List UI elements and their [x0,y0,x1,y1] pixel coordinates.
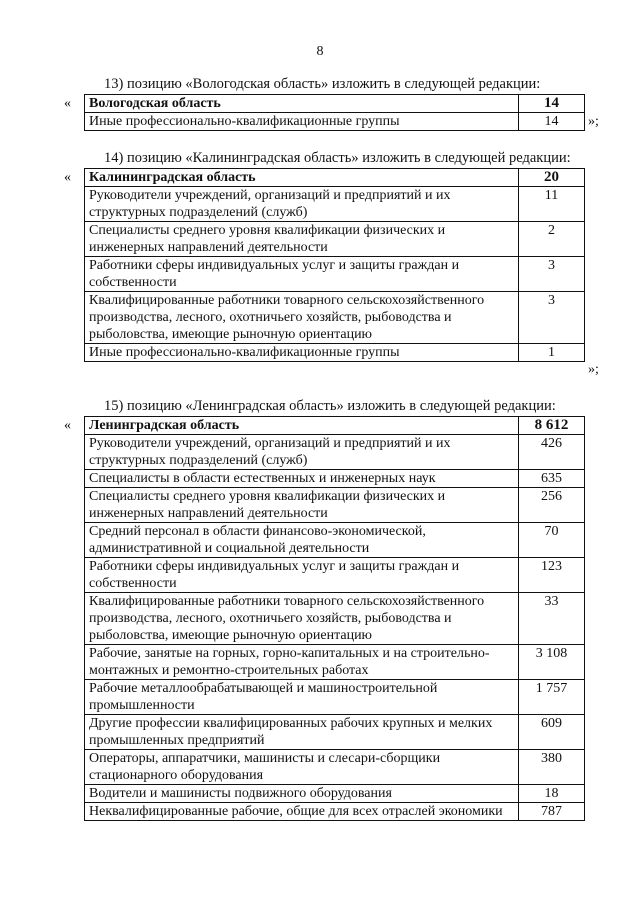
region-name: Ленинградская область [85,417,519,435]
row-label: Квалифицированные работники товарного сельскохозяйственного производства, лесного, охотничьего хозяйств, рыбоводства и рыболовства, имеющие рыночную ориентацию [85,593,519,645]
section-14-intro: 14) позицию «Калининградская область» изложить в следующей редакции: [104,150,571,166]
table-row [85,803,585,821]
row-value: 11 [519,187,585,222]
region-total: 14 [519,95,585,113]
row-value: 635 [519,470,585,488]
row-label: Операторы, аппаратчики, машинисты и слесари-сборщики стационарного оборудования [85,750,519,785]
row-label: Рабочие, занятые на горных, горно-капитальных и на строительно-монтажных и ремонтно-строительных работах [85,645,519,680]
row-value: 609 [519,715,585,750]
row-value: 33 [519,593,585,645]
row-label: Квалифицированные работники товарного сельскохозяйственного производства, лесного, охотничьего хозяйств, рыбоводства и рыболовства, имеющие рыночную ориентацию [85,292,519,344]
table-row [85,558,585,593]
row-label: Неквалифицированные рабочие, общие для всех отраслей экономики [85,803,519,821]
section-13-intro: 13) позицию «Вологодская область» изложить в следующей редакции: [104,76,541,92]
section-14-table [84,168,585,362]
row-value: 123 [519,558,585,593]
row-value: 1 [519,344,585,362]
section-14-close-quote: »; [588,362,599,377]
section-13-open-quote: « [64,96,71,111]
table-row [85,470,585,488]
table-header-row [85,95,585,113]
row-value: 1 757 [519,680,585,715]
row-label: Специалисты среднего уровня квалификации физических и инженерных направлений деятельности [85,222,519,257]
table-header-row [85,417,585,435]
row-label: Иные профессионально-квалификационные группы [85,113,519,131]
table-row [85,344,585,362]
region-total: 8 612 [519,417,585,435]
row-value: 256 [519,488,585,523]
region-name: Калининградская область [85,169,519,187]
row-value: 426 [519,435,585,470]
table-row [85,113,585,131]
row-value: 2 [519,222,585,257]
section-15-open-quote: « [64,418,71,433]
row-value: 18 [519,785,585,803]
table-row [85,593,585,645]
row-label: Средний персонал в области финансово-экономической, административной и социальной деятельности [85,523,519,558]
table-row [85,750,585,785]
table-row [85,257,585,292]
section-15-intro: 15) позицию «Ленинградская область» изложить в следующей редакции: [104,398,556,414]
row-label: Руководители учреждений, организаций и предприятий и их структурных подразделений (служб) [85,187,519,222]
row-label: Рабочие металлообрабатывающей и машиностроительной промышленности [85,680,519,715]
section-14-open-quote: « [64,170,71,185]
row-label: Другие профессии квалифицированных рабочих крупных и мелких промышленных предприятий [85,715,519,750]
region-name: Вологодская область [85,95,519,113]
section-15-table [84,416,585,821]
row-value: 3 [519,257,585,292]
row-value: 787 [519,803,585,821]
row-label: Специалисты среднего уровня квалификации физических и инженерных направлений деятельности [85,488,519,523]
row-label: Водители и машинисты подвижного оборудования [85,785,519,803]
table-header-row [85,169,585,187]
row-value: 14 [519,113,585,131]
table-row [85,645,585,680]
row-value: 3 108 [519,645,585,680]
table-row [85,435,585,470]
table-row [85,488,585,523]
table-row [85,785,585,803]
table-row [85,187,585,222]
region-total: 20 [519,169,585,187]
section-13-table [84,94,585,131]
section-13-close-quote: »; [588,114,599,129]
page-number: 8 [316,44,324,59]
row-label: Руководители учреждений, организаций и предприятий и их структурных подразделений (служб) [85,435,519,470]
table-row [85,222,585,257]
table-row [85,680,585,715]
table-row [85,292,585,344]
row-label: Специалисты в области естественных и инженерных наук [85,470,519,488]
row-label: Иные профессионально-квалификационные группы [85,344,519,362]
row-value: 3 [519,292,585,344]
table-row [85,715,585,750]
row-value: 70 [519,523,585,558]
row-label: Работники сферы индивидуальных услуг и защиты граждан и собственности [85,558,519,593]
table-row [85,523,585,558]
row-label: Работники сферы индивидуальных услуг и защиты граждан и собственности [85,257,519,292]
row-value: 380 [519,750,585,785]
